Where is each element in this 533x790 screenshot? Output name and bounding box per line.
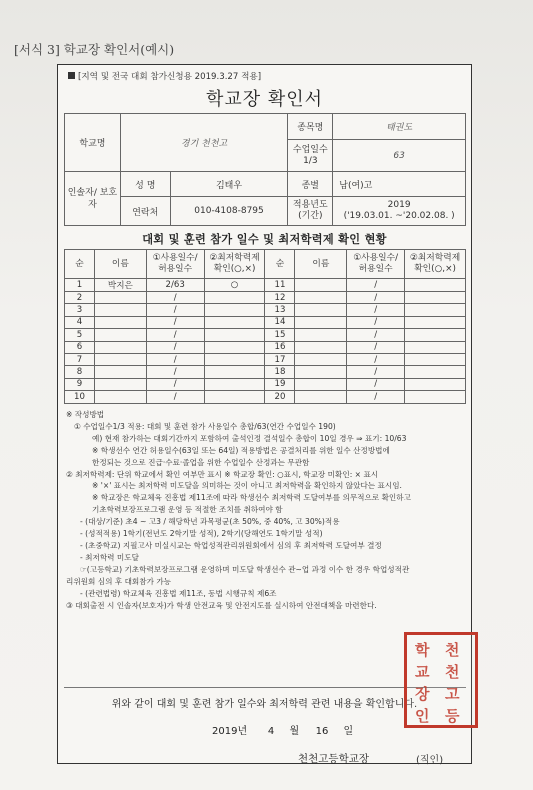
row-days: / [146, 391, 204, 403]
row-name [94, 341, 146, 353]
row-check [204, 304, 265, 316]
info-table [64, 113, 466, 226]
row-check [405, 341, 466, 353]
row-no: 3 [65, 304, 95, 316]
row-days: / [347, 329, 405, 341]
row-days: / [347, 304, 405, 316]
period-value: ('19.03.01. ~'20.02.08. ) [343, 211, 455, 221]
row-name [94, 353, 146, 365]
date-month-unit: 월 [289, 726, 300, 737]
row-name [295, 304, 347, 316]
row-name [295, 279, 347, 292]
note-line: ※ 작성방법 [66, 410, 105, 419]
row-check [405, 316, 466, 328]
name-value: 김태우 [170, 172, 288, 197]
row-no: 15 [265, 329, 295, 341]
row-name [295, 353, 347, 365]
note-line: 리위원회 심의 후 대회참가 가능 [66, 576, 172, 586]
row-no: 13 [265, 304, 295, 316]
note-line: ※ 학생선수 연간 허용일수(63일 또는 64일) 적용방법은 공결처리를 위한 일수 산정방법에 [92, 445, 390, 455]
row-no: 11 [265, 279, 295, 292]
form-label: [서식 3] 학교장 확인서(예시) [14, 42, 175, 57]
note-line: 기초학력보장프로그램 운영 등 적절한 조치를 취하여야 함 [92, 505, 283, 515]
days-label: 수업일수 1/3 [288, 140, 333, 172]
usage-note [68, 70, 261, 82]
row-no: 5 [65, 329, 95, 341]
row-name [295, 329, 347, 341]
row-days: / [347, 292, 405, 304]
table-row [65, 329, 466, 341]
row-days: / [347, 391, 405, 403]
header-days: ①사용일수/ 허용일수 [347, 250, 405, 279]
date-day: 16 [315, 726, 329, 737]
seal-character: 인 [415, 707, 430, 725]
row-check [405, 292, 466, 304]
header-days: ①사용일수/ 허용일수 [146, 250, 204, 279]
row-no: 6 [65, 341, 95, 353]
row-no: 8 [65, 366, 95, 378]
sport-value: 태권도 [333, 114, 466, 140]
table-row [65, 304, 466, 316]
note-line: 한정되는 것으로 진급·수료·졸업을 위한 수업일수 산정과는 무관함 [92, 457, 310, 467]
row-check [204, 378, 265, 390]
row-days: / [146, 316, 204, 328]
note-line: - (성적적용) 1학기(전년도 2학기말 성적), 2학기(당해연도 1학기말 성적) [80, 529, 323, 539]
row-days: / [146, 378, 204, 390]
year-value: 2019 [387, 200, 411, 210]
row-check [405, 353, 466, 365]
usage-note-text: [지역 및 전국 대회 참가신청용 2019.3.27 적용] [78, 72, 262, 82]
table-row [65, 353, 466, 365]
row-name [94, 391, 146, 403]
row-check [204, 341, 265, 353]
row-name [94, 316, 146, 328]
header-check: ②최저학력제 확인(○,×) [204, 250, 265, 279]
row-no: 12 [265, 292, 295, 304]
note-line: 예) 현재 참가하는 대회기간까지 포함하여 출석인정 결석일수 총합이 10일 경우 ⇒ 표기: 10/63 [92, 433, 407, 443]
date-day-unit: 일 [343, 726, 354, 737]
person-label: 인솔자/ 보호자 [65, 172, 121, 226]
row-check [204, 329, 265, 341]
row-check [204, 353, 265, 365]
row-no: 2 [65, 292, 95, 304]
row-check [405, 329, 466, 341]
row-no: 17 [265, 353, 295, 365]
note-line: ※ 학교장은 학교체육 진흥법 제11조에 따라 학생선수 최저학력 도달여부를 의무적으로 확인하고 [92, 493, 411, 503]
row-no: 16 [265, 341, 295, 353]
row-days: / [347, 316, 405, 328]
note-line: ③ 대회출전 시 인솔자(보호자)가 학생 안전교육 및 안전지도를 실시하여 안전대책을 마련한다. [66, 600, 377, 610]
header-check: ②최저학력제 확인(○,×) [405, 250, 466, 279]
row-name [295, 378, 347, 390]
row-check [204, 391, 265, 403]
seal-character: 교 [415, 663, 430, 681]
header-no: 순 [265, 250, 295, 279]
row-check [405, 304, 466, 316]
note-line: - (대상/기준) 초4 ~ 고3 / 해당학년 과목평균(초 50%, 중 40%, 고 30%)적용 [80, 517, 340, 527]
seal-character: 학 [415, 641, 430, 659]
row-name [295, 366, 347, 378]
row-no: 14 [265, 316, 295, 328]
row-check [405, 391, 466, 403]
row-no: 10 [65, 391, 95, 403]
table-row [65, 316, 466, 328]
note-line: ② 최저학력제: 단위 학교에서 확인 여부만 표시 ※ 학교장 확인: ○표시, 학교장 미확인: × 표시 [66, 469, 379, 479]
row-check [204, 292, 265, 304]
row-name [94, 366, 146, 378]
note-line: - (관련법령) 학교체육 진흥법 제11조, 동법 시행규칙 제6조 [80, 588, 277, 598]
row-name [295, 341, 347, 353]
confirmation-text: 위와 같이 대회 및 훈련 참가 일수와 최저학력 관련 내용을 확인합니다. [111, 699, 418, 710]
year-label: 적용년도 (기간) [288, 197, 333, 226]
date-line [212, 722, 353, 737]
seal-mark: (직인) [416, 755, 444, 766]
table-row [65, 366, 466, 378]
row-check: ○ [204, 279, 265, 292]
table-row [65, 292, 466, 304]
row-name [295, 316, 347, 328]
row-check [405, 366, 466, 378]
row-no: 4 [65, 316, 95, 328]
participation-table [64, 249, 466, 404]
school-value: 경기 천천고 [120, 114, 288, 172]
header-name: 이름 [295, 250, 347, 279]
row-days: / [347, 378, 405, 390]
seal-character: 등 [445, 707, 460, 725]
contact-value: 010-4108-8795 [170, 197, 288, 226]
row-days: / [347, 366, 405, 378]
row-days: / [146, 304, 204, 316]
seal-character: 고 [445, 685, 460, 703]
row-check [405, 378, 466, 390]
date-month: 4 [267, 726, 275, 737]
header-no: 순 [65, 250, 95, 279]
school-label: 학교명 [65, 114, 121, 172]
row-no: 9 [65, 378, 95, 390]
section-title: 대회 및 훈련 참가 일수 및 최저학력제 확인 현황 [142, 233, 387, 246]
principal-name: 천천고등학교장 [298, 753, 370, 765]
seal-character: 천 [445, 663, 460, 681]
note-line: - 최저학력 미도달 [80, 552, 139, 562]
name-label: 성 명 [120, 172, 170, 197]
row-days: / [347, 353, 405, 365]
table-row [65, 391, 466, 403]
row-no: 18 [265, 366, 295, 378]
gender-label: 종별 [288, 172, 333, 197]
row-no: 1 [65, 279, 95, 292]
note-line: - (초중학교) 지필고사 미실시교는 학업성적관리위원회에서 심의 후 최저학력 도달여부 결정 [80, 540, 382, 550]
seal-character: 천 [445, 641, 460, 659]
row-name [94, 329, 146, 341]
school-seal-stamp [404, 632, 478, 728]
days-value: 63 [333, 140, 466, 172]
row-days: / [347, 341, 405, 353]
row-days: / [146, 366, 204, 378]
row-days: / [146, 292, 204, 304]
note-line: ※ '×' 표시는 최저학력 미도달을 의미하는 것이 아니고 최저학력을 확인하지 않았다는 표시임. [92, 481, 402, 491]
row-name [295, 292, 347, 304]
row-check [405, 279, 466, 292]
row-name [295, 391, 347, 403]
gender-value: 남(여)고 [333, 172, 466, 197]
note-line: ☞(고등학교) 기초학력보장프로그램 운영하며 미도달 학생선수 관~업 과정 이수 한 경우 학업성적관 [80, 564, 410, 574]
sport-label: 종목명 [288, 114, 333, 140]
year-cell [333, 197, 466, 226]
seal-character: 장 [415, 685, 430, 703]
row-no: 19 [265, 378, 295, 390]
document-title: 학교장 확인서 [205, 89, 324, 110]
table-row [65, 279, 466, 292]
table-row [65, 341, 466, 353]
row-name: 박지은 [94, 279, 146, 292]
square-bullet-icon [68, 72, 75, 79]
contact-label: 연락처 [120, 197, 170, 226]
header-name: 이름 [94, 250, 146, 279]
date-year: 2019년 [212, 726, 248, 737]
row-days: 2/63 [146, 279, 204, 292]
table-row [65, 378, 466, 390]
row-days: / [146, 329, 204, 341]
row-days: / [347, 279, 405, 292]
row-no: 7 [65, 353, 95, 365]
instructions-notes [66, 409, 466, 611]
note-line: ① 수업일수1/3 적용: 대회 및 훈련 참가 사용일수 총합/63(연간 수업일수 190) [74, 421, 336, 431]
row-check [204, 316, 265, 328]
row-name [94, 292, 146, 304]
row-no: 20 [265, 391, 295, 403]
row-name [94, 304, 146, 316]
row-days: / [146, 353, 204, 365]
row-name [94, 378, 146, 390]
row-days: / [146, 341, 204, 353]
row-check [204, 366, 265, 378]
